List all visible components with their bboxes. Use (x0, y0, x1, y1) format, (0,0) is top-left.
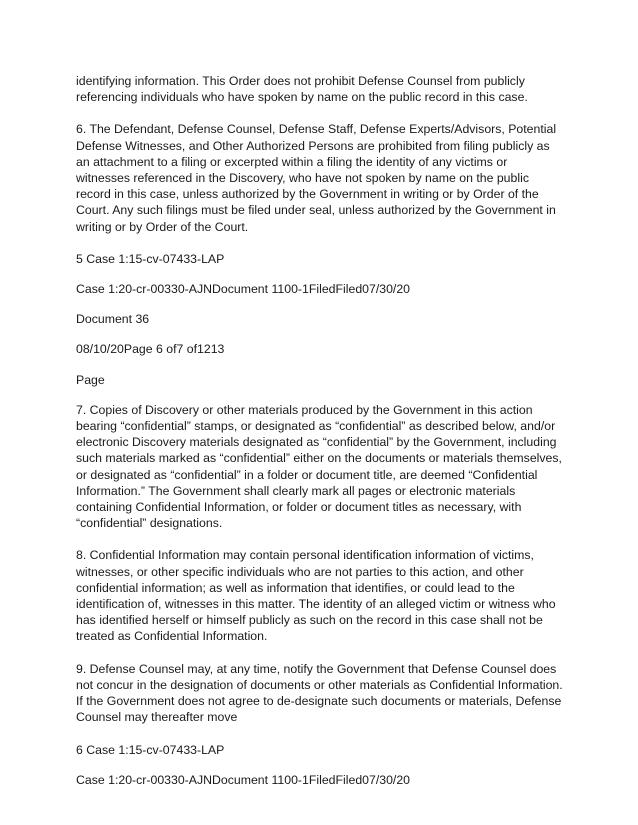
page-header-document-number: Document 36 (76, 312, 150, 327)
page-header-filed-date: 08/10/20Page 6 of7 of1213 (76, 342, 225, 357)
document-body (76, 73, 564, 802)
page-header-criminal-case: Case 1:20-cr-00330-AJNDocument 1100-1FiledFiled07/30/20 (76, 282, 411, 297)
page-header-case-number: 5 Case 1:15-cv-07433-LAP (76, 251, 225, 266)
paragraph-8: 8. Confidential Information may contain personal identification information of victims, witnesses, or other specific individuals who are not parties to this action, and other confidential information; as well as information that identifies, or could lead to the identification of, witnesses in this matter. The identity of an alleged victim or witness who has identified herself or himself publicly as such on the record in this case shall not be treated as Confidential Information. (76, 548, 556, 644)
page-footer-criminal-case: Case 1:20-cr-00330-AJNDocument 1100-1FiledFiled07/30/20 (76, 772, 411, 787)
page-header-page-label: Page (76, 372, 105, 387)
paragraph-9: 9. Defense Counsel may, at any time, notify the Government that Defense Counsel does not concur in the designation of documents or other materials as Confidential Information. If the Government does not agree to de-designate such documents or materials, Defense Counsel may thereafter move (76, 661, 563, 725)
paragraph-continuation: identifying information. This Order does not prohibit Defense Counsel from publicly referencing individuals who have spoken by name on the public record in this case. (76, 74, 528, 105)
paragraph-6: 6. The Defendant, Defense Counsel, Defense Staff, Defense Experts/Advisors, Potential Defense Witnesses, and Other Authorized Persons are prohibited from filing publicly as an attachment to a filing or excerpted within a filing the identity of any victims or witnesses referenced in the Discovery, who have not spoken by name on the public record in this case, unless authorized by the Government in writing or by Order of the Court. Any such filings must be filed under seal, unless authorized by the Government in writing or by Order of the Court. (76, 122, 557, 234)
page-footer-case-number: 6 Case 1:15-cv-07433-LAP (76, 742, 225, 757)
paragraph-7: 7. Copies of Discovery or other materials produced by the Government in this action bearing “confidential” stamps, or designated as “confidential” as described below, and/or electronic Discovery materials designated as “confidential” by the Government, including such materials marked as “confidential” either on the documents or materials themselves, or designated as “confidential” in a folder or document title, are deemed “Confidential Information.” The Government shall clearly mark all pages or electronic materials containing Confidential Information, or folder or document titles as necessary, with “confidential” designations. (76, 402, 562, 531)
